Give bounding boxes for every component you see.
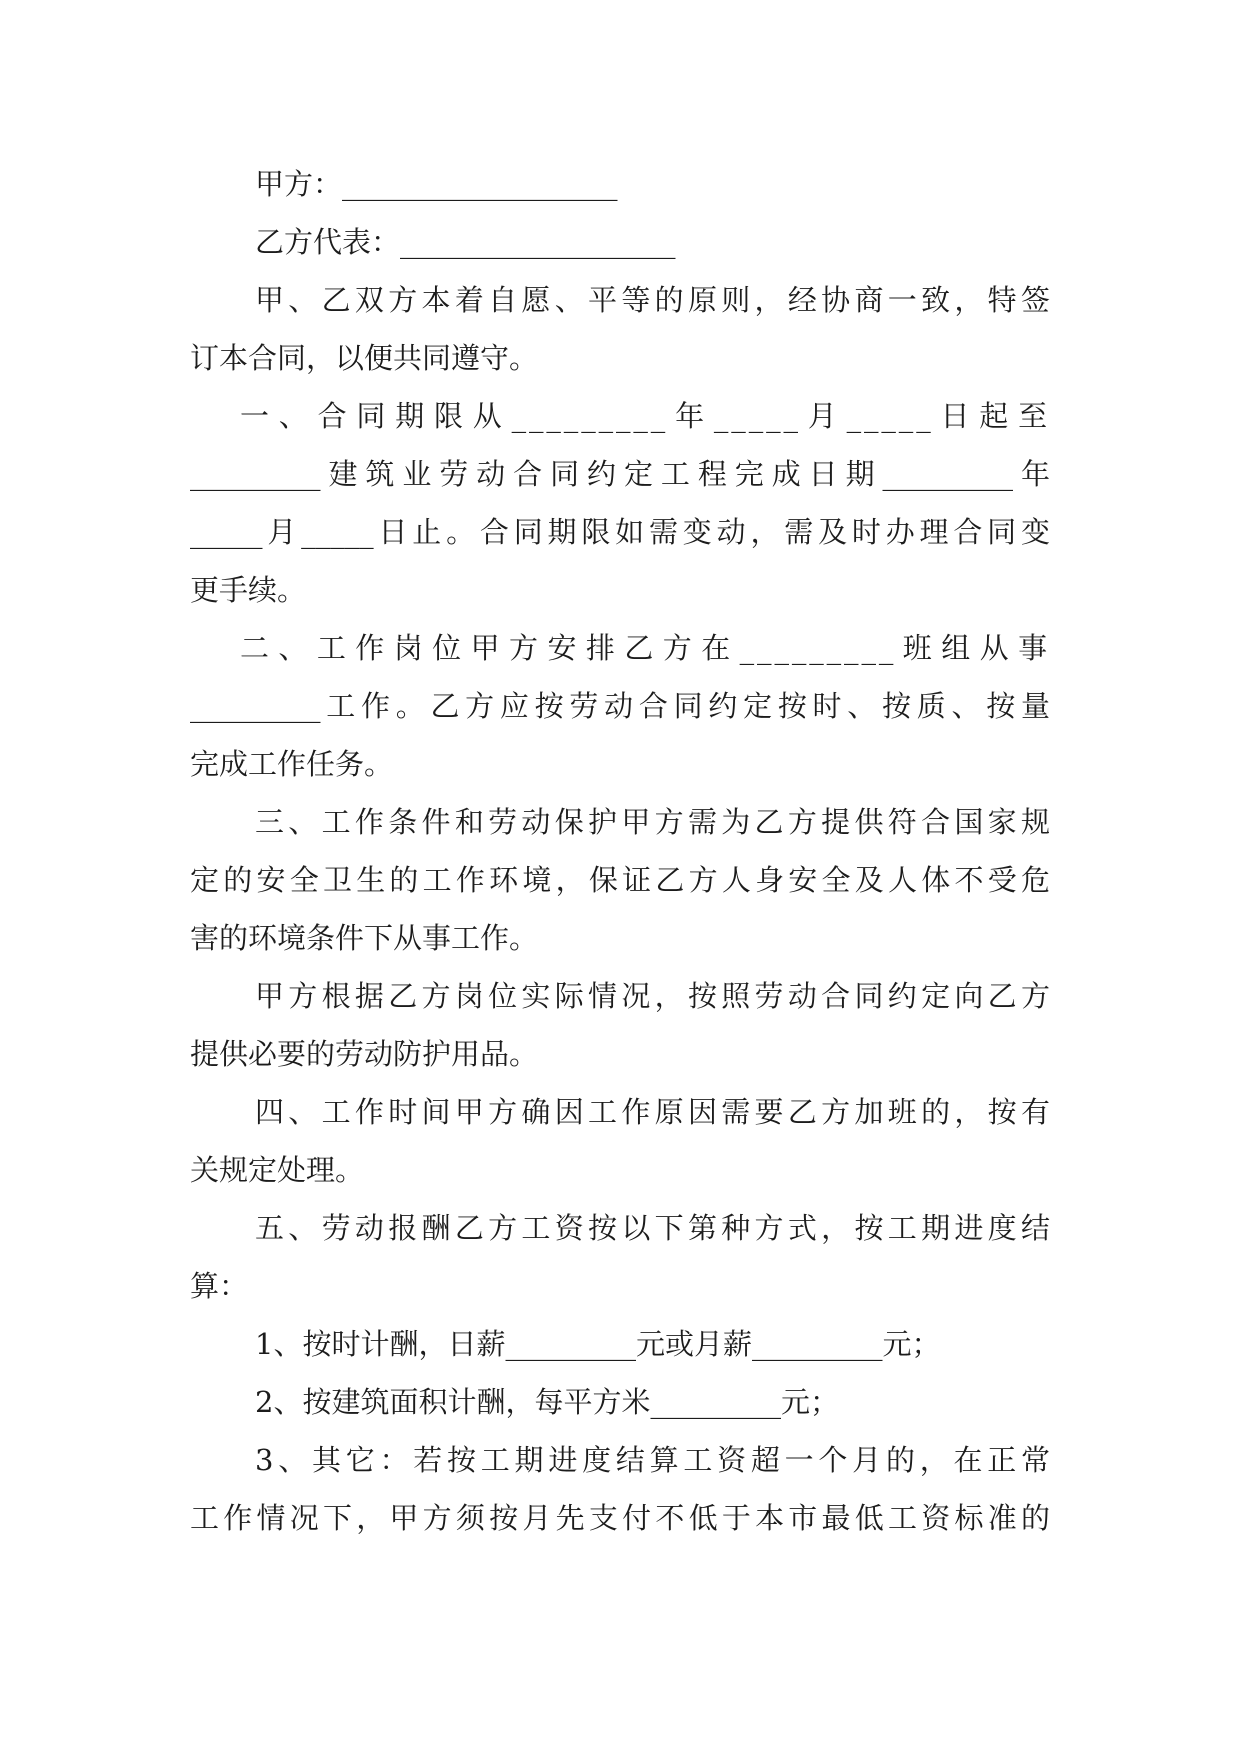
pay-option-3-line-1: 3、其它：若按工期进度结算工资超一个月的，在正常 — [255, 1443, 1050, 1477]
clause-4-line-2: 关规定处理。 — [190, 1153, 365, 1187]
clause-2-line-1: 二、工作岗位甲方安排乙方在_________班组从事 — [240, 631, 1050, 665]
clause-3-line-1: 三、工作条件和劳动保护甲方需为乙方提供符合国家规 — [255, 805, 1050, 839]
preamble-line-2: 订本合同，以便共同遵守。 — [190, 341, 539, 375]
clause-1-line-4: 更手续。 — [190, 573, 307, 607]
clause-3-extra-line-2: 提供必要的劳动防护用品。 — [190, 1037, 539, 1071]
party-b-representative-line: 乙方代表：___________________ — [255, 225, 676, 259]
clause-1-line-1: 一、合同期限从_________年_____月_____日起至 — [240, 399, 1050, 433]
party-a-line: 甲方：___________________ — [255, 167, 618, 201]
clause-2-line-3: 完成工作任务。 — [190, 747, 394, 781]
clause-1-line-2: _________建筑业劳动合同约定工程完成日期_________年 — [190, 457, 1050, 491]
clause-3-line-2: 定的安全卫生的工作环境，保证乙方人身安全及人体不受危 — [190, 863, 1050, 897]
clause-3-extra-line-1: 甲方根据乙方岗位实际情况，按照劳动合同约定向乙方 — [255, 979, 1050, 1013]
clause-1-line-3: _____月_____日止。合同期限如需变动，需及时办理合同变 — [190, 515, 1050, 549]
clause-5-line-1: 五、劳动报酬乙方工资按以下第种方式，按工期进度结 — [255, 1211, 1050, 1245]
clause-2-line-2: _________工作。乙方应按劳动合同约定按时、按质、按量 — [190, 689, 1050, 723]
pay-option-3-line-2: 工作情况下，甲方须按月先支付不低于本市最低工资标准的 — [190, 1501, 1050, 1535]
clause-4-line-1: 四、工作时间甲方确因工作原因需要乙方加班的，按有 — [255, 1095, 1050, 1129]
pay-option-2: 2、按建筑面积计酬，每平方米_________元； — [255, 1385, 839, 1419]
clause-3-line-3: 害的环境条件下从事工作。 — [190, 921, 539, 955]
clause-5-line-2: 算： — [190, 1269, 249, 1303]
preamble-line-1: 甲、乙双方本着自愿、平等的原则，经协商一致，特签 — [255, 283, 1050, 317]
pay-option-1: 1、按时计酬，日薪_________元或月薪_________元； — [255, 1327, 941, 1361]
